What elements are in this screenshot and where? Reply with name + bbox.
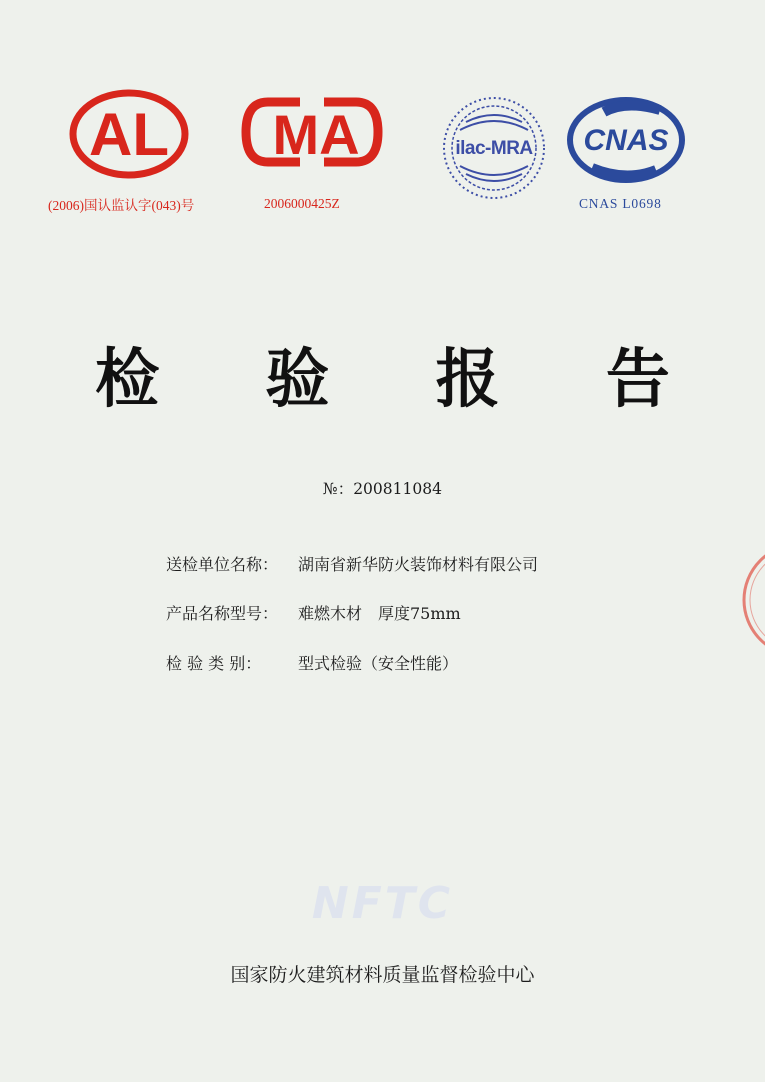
ilac-mra-logo [440, 94, 548, 202]
cal-logo [68, 88, 190, 180]
field-label: 产品名称型号： [166, 604, 279, 623]
field-label: 送检单位名称： [166, 555, 279, 574]
cnas-caption: CNAS L0698 [579, 196, 662, 211]
cal-caption: (2006)国认监认字(043)号 [48, 198, 195, 213]
issuing-organization: 国家防火建筑材料质量监督检验中心 [230, 964, 535, 986]
report-number: №：200811084 [323, 480, 442, 498]
cnas-logo-mark: CNAS [583, 124, 669, 157]
cal-logo-mark: AL [89, 101, 169, 168]
cma-caption: 2006000425Z [264, 196, 340, 211]
field-value: 型式检验（安全性能） [298, 654, 459, 673]
field-label: 检 验 类 别： [166, 654, 262, 673]
field-value: 湖南省新华防火装饰材料有限公司 [298, 555, 539, 574]
cnas-logo [564, 94, 688, 186]
ilac-mra-mark: ilac-MRA [455, 138, 533, 159]
report-title: 检 验 报 告 [95, 343, 712, 417]
official-seal [738, 540, 765, 660]
cma-logo-mark: MA [272, 103, 360, 166]
field-value: 难燃木材 厚度75mm [298, 604, 461, 623]
nftc-watermark: NFTC [311, 878, 454, 929]
cma-logo [240, 96, 384, 168]
